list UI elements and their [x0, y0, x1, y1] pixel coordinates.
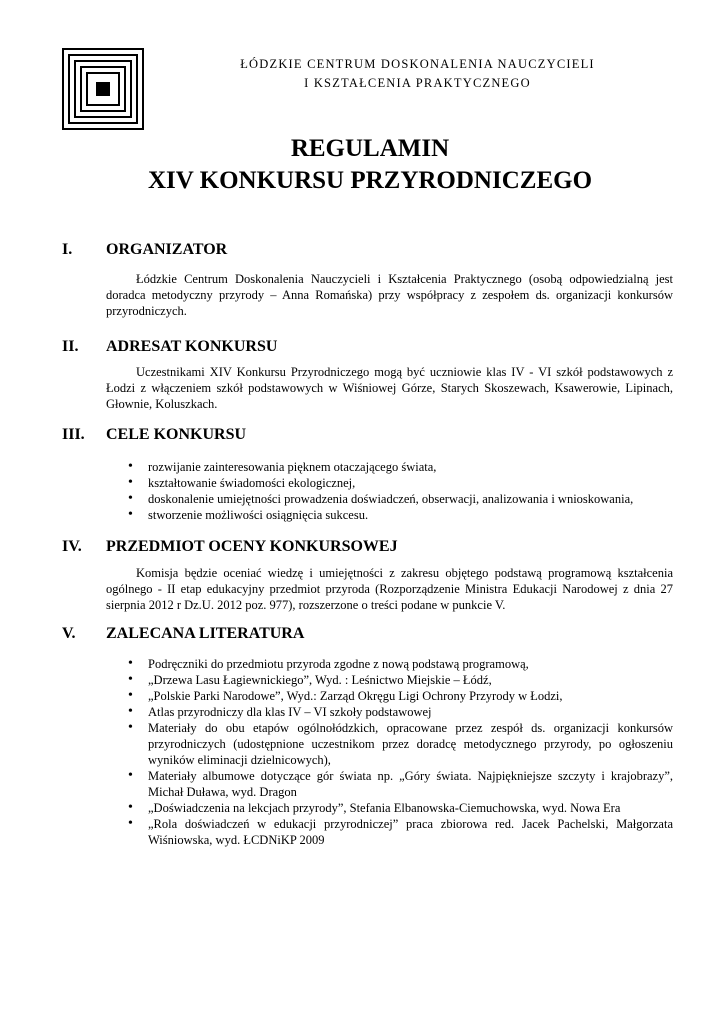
institution-name — [160, 55, 675, 93]
section-number: IV. — [62, 538, 82, 555]
section-number: III. — [62, 426, 85, 443]
section-text-evaluation-subject: Komisja będzie oceniać wiedzę i umiejętności z zakresu objętego podstawą programową kształcenia ogólnego - II etap edukacyjny przedmiot przyroda (Rozporządzenie Ministra Edukacji Narodowej z dnia 27 sierpnia 2012 r Dz.U. 2012 poz. 977), rozszerzone o treści podane w punkcie V. — [106, 566, 673, 612]
section-number: V. — [62, 625, 76, 642]
list-item: • „Drzewa Lasu Łagiewnickiego”, Wyd. : Leśnictwo Miejskie – Łódź, — [106, 672, 673, 688]
institution-line-1: ŁÓDZKIE CENTRUM DOSKONALENIA NAUCZYCIELI — [240, 57, 595, 71]
goals-list — [106, 459, 673, 523]
literature-list — [106, 656, 673, 848]
institution-logo-icon — [62, 48, 144, 130]
section-title: ADRESAT KONKURSU — [106, 338, 278, 355]
section-title: ORGANIZATOR — [106, 241, 228, 258]
list-item: • doskonalenie umiejętności prowadzenia doświadczeń, obserwacji, analizowania i wnioskowania, — [106, 491, 673, 507]
section-number: I. — [62, 241, 73, 258]
section-title: CELE KONKURSU — [106, 426, 247, 443]
list-item: • rozwijanie zainteresowania pięknem otaczającego świata, — [106, 459, 673, 475]
list-item: • Materiały do obu etapów ogólnołódzkich, opracowane przez zespół ds. organizacji konkursów przyrodniczych (udostępnione uczestnikom przez doradcę metodycznego przyrody, po ogłoszeniu wyników eliminacji dzielnicowych), — [106, 720, 673, 768]
list-item: • stworzenie możliwości osiągnięcia sukcesu. — [106, 507, 673, 523]
list-item: • „Rola doświadczeń w edukacji przyrodniczej” praca zbiorowa red. Jacek Pachelski, Małgorzata Wiśniowska, wyd. ŁCDNiKP 2009 — [106, 816, 673, 848]
section-title: PRZEDMIOT OCENY KONKURSOWEJ — [106, 538, 398, 555]
list-item: • „Polskie Parki Narodowe”, Wyd.: Zarząd Okręgu Ligi Ochrony Przyrody w Łodzi, — [106, 688, 673, 704]
list-item: • kształtowanie świadomości ekologicznej, — [106, 475, 673, 491]
section-number: II. — [62, 338, 79, 355]
document-subtitle: XIV KONKURSU PRZYRODNICZEGO — [147, 167, 593, 194]
section-text-organizer: Łódzkie Centrum Doskonalenia Nauczycieli i Kształcenia Praktycznego (osobą odpowiedzialną jest doradca metodyczny przyrody – Anna Romańska) przy współpracy z zespołem ds. organizacji konkursów przyrodniczych. — [106, 272, 673, 318]
list-item: • „Doświadczenia na lekcjach przyrody”, Stefania Elbanowska-Ciemuchowska, wyd. Nowa Era — [106, 800, 673, 816]
list-item: • Atlas przyrodniczy dla klas IV – VI szkoły podstawowej — [106, 704, 673, 720]
list-item: • Podręczniki do przedmiotu przyroda zgodne z nową podstawą programową, — [106, 656, 673, 672]
section-text-audience: Uczestnikami XIV Konkursu Przyrodniczego mogą być uczniowie klas IV - VI szkół podstawowych z Łodzi z włączeniem szkół podstawowych w Wiśniowej Górze, Starych Skoszewach, Ksawerowie, Lipinach, Głownie, Koluszkach. — [106, 365, 673, 411]
institution-line-2: I KSZTAŁCENIA PRAKTYCZNEGO — [304, 76, 531, 90]
document-title: REGULAMIN — [290, 135, 450, 162]
list-item: • Materiały albumowe dotyczące gór świata np. „Góry świata. Najpiękniejsze szczyty i krajobrazy”, Michał Duława, wyd. Dragon — [106, 768, 673, 800]
section-title: ZALECANA LITERATURA — [106, 625, 305, 642]
